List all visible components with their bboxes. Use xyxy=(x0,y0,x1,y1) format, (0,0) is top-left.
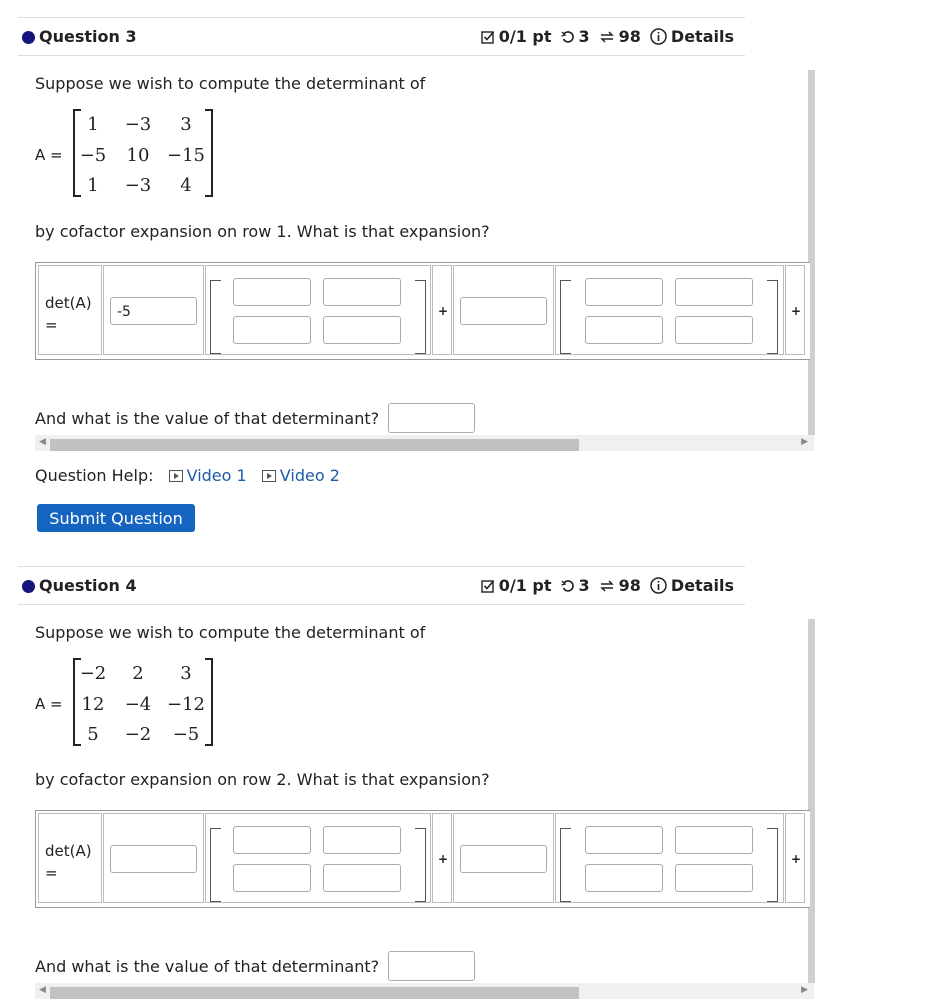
minor-1-input[interactable] xyxy=(323,316,401,344)
scrollbar-thumb[interactable] xyxy=(50,987,579,999)
matrix-cell: −3 xyxy=(124,114,152,135)
minor-left-bracket xyxy=(560,828,571,902)
status-dot-icon xyxy=(22,31,35,44)
matrix-cell: −12 xyxy=(167,694,205,715)
submit-question-button[interactable]: Submit Question xyxy=(37,504,195,532)
matrix-cell: 12 xyxy=(81,694,105,715)
question-title: Question 3 xyxy=(39,27,137,46)
scroll-right-icon[interactable]: ▶ xyxy=(801,437,808,447)
value-prompt: And what is the value of that determinant? xyxy=(35,409,380,428)
divider xyxy=(18,55,745,56)
retries-count: 3 xyxy=(578,576,590,595)
question-title: Question 4 xyxy=(39,576,137,595)
det-label: det(A) xyxy=(45,842,92,860)
question-intro: Suppose we wish to compute the determinant of xyxy=(35,623,426,642)
plus-cell xyxy=(785,813,805,903)
plus-cell xyxy=(785,265,805,355)
matrix-cell: 5 xyxy=(87,724,99,745)
minor-2-input[interactable] xyxy=(585,316,663,344)
expansion-table xyxy=(35,262,810,360)
det-label-cell xyxy=(38,265,102,355)
coefficient-cell xyxy=(103,265,204,355)
coefficient-cell xyxy=(453,265,554,355)
score-check-icon xyxy=(481,30,495,44)
retry-icon xyxy=(561,30,575,44)
plus-sign: + xyxy=(438,852,449,866)
coefficient-cell xyxy=(453,813,554,903)
matrix-right-bracket xyxy=(205,109,213,197)
scrollbar-thumb[interactable] xyxy=(50,439,579,451)
video-icon xyxy=(262,470,276,482)
details-link[interactable]: Details xyxy=(670,27,734,46)
minor-2-input[interactable] xyxy=(675,278,753,306)
video-1-link[interactable]: Video 1 xyxy=(186,466,247,485)
points-text: 0/1 pt xyxy=(498,27,552,46)
horizontal-scrollbar[interactable] xyxy=(35,435,814,451)
minor-left-bracket xyxy=(210,280,221,354)
determinant-value-input[interactable] xyxy=(388,403,475,433)
plus-sign: + xyxy=(438,304,449,318)
minor-2-input[interactable] xyxy=(675,316,753,344)
question-meta xyxy=(481,27,734,46)
matrix-cell: −4 xyxy=(124,694,152,715)
question-instruction: by cofactor expansion on row 1. What is that expansion? xyxy=(35,222,490,241)
det-label: det(A) xyxy=(45,294,92,312)
minor-1-input[interactable] xyxy=(233,826,311,854)
matrix-cell: −5 xyxy=(172,724,200,745)
matrix-cell: −2 xyxy=(79,663,107,684)
minor-left-bracket xyxy=(560,280,571,354)
coefficient-cell xyxy=(103,813,204,903)
minor-left-bracket xyxy=(210,828,221,902)
matrix-right-bracket xyxy=(205,658,213,746)
minor-1-input[interactable] xyxy=(233,278,311,306)
matrix-a xyxy=(35,657,235,747)
minor-1-input[interactable] xyxy=(323,864,401,892)
info-icon[interactable] xyxy=(650,28,667,45)
question-intro: Suppose we wish to compute the determinant of xyxy=(35,74,426,93)
video-2-link[interactable]: Video 2 xyxy=(279,466,340,485)
expansion-table xyxy=(35,810,810,908)
minor-2-input[interactable] xyxy=(675,864,753,892)
details-link[interactable]: Details xyxy=(670,576,734,595)
minor-2-input[interactable] xyxy=(585,864,663,892)
minor-2-input[interactable] xyxy=(585,278,663,306)
side-scroll-track xyxy=(808,70,815,435)
horizontal-scrollbar[interactable] xyxy=(35,983,814,999)
scroll-left-icon[interactable]: ◀ xyxy=(39,985,46,995)
minor-1-input[interactable] xyxy=(323,278,401,306)
attempts-count: 98 xyxy=(618,27,641,46)
info-icon[interactable] xyxy=(650,577,667,594)
coefficient-1-input[interactable] xyxy=(110,845,197,873)
minor-matrix-cell xyxy=(205,813,431,903)
matrix-cell: 3 xyxy=(180,663,192,684)
matrix-cell: 1 xyxy=(87,175,99,196)
matrix-cell: −2 xyxy=(124,724,152,745)
det-equals: = xyxy=(45,316,58,334)
minor-matrix-cell xyxy=(555,813,784,903)
matrix-a xyxy=(35,108,235,198)
status-dot-icon xyxy=(22,580,35,593)
video-icon xyxy=(169,470,183,482)
side-scroll-track xyxy=(808,619,815,983)
scroll-left-icon[interactable]: ◀ xyxy=(39,437,46,447)
minor-right-bracket xyxy=(415,828,426,902)
minor-1-input[interactable] xyxy=(323,826,401,854)
determinant-value-input[interactable] xyxy=(388,951,475,981)
matrix-label: A = xyxy=(35,695,63,713)
score-check-icon xyxy=(481,579,495,593)
divider xyxy=(18,566,745,567)
plus-sign: + xyxy=(791,304,802,318)
minor-2-input[interactable] xyxy=(675,826,753,854)
matrix-cell: 4 xyxy=(180,175,192,196)
minor-right-bracket xyxy=(767,280,778,354)
minor-1-input[interactable] xyxy=(233,316,311,344)
plus-cell xyxy=(432,813,452,903)
divider xyxy=(18,17,745,18)
matrix-cell: 10 xyxy=(126,145,150,166)
question-meta xyxy=(481,576,734,595)
value-prompt: And what is the value of that determinant? xyxy=(35,957,380,976)
question-instruction: by cofactor expansion on row 2. What is that expansion? xyxy=(35,770,490,789)
coefficient-2-input[interactable] xyxy=(460,297,547,325)
retries-count: 3 xyxy=(578,27,590,46)
matrix-cell: 3 xyxy=(180,114,192,135)
matrix-cell: 1 xyxy=(87,114,99,135)
matrix-cell: −3 xyxy=(124,175,152,196)
help-label: Question Help: xyxy=(35,466,154,485)
minor-1-input[interactable] xyxy=(233,864,311,892)
coefficient-1-input[interactable]: -5 xyxy=(110,297,197,325)
minor-2-input[interactable] xyxy=(585,826,663,854)
attempts-icon xyxy=(599,30,615,44)
scroll-right-icon[interactable]: ▶ xyxy=(801,985,808,995)
question-3-header xyxy=(20,27,740,49)
points-text: 0/1 pt xyxy=(498,576,552,595)
matrix-cell: 2 xyxy=(132,663,144,684)
minor-matrix-cell xyxy=(205,265,431,355)
matrix-label: A = xyxy=(35,146,63,164)
matrix-cell: −15 xyxy=(167,145,205,166)
attempts-icon xyxy=(599,579,615,593)
retry-icon xyxy=(561,579,575,593)
matrix-cell: −5 xyxy=(79,145,107,166)
divider xyxy=(18,604,745,605)
coefficient-2-input[interactable] xyxy=(460,845,547,873)
minor-right-bracket xyxy=(415,280,426,354)
plus-cell xyxy=(432,265,452,355)
det-label-cell xyxy=(38,813,102,903)
question-help xyxy=(35,466,340,485)
minor-right-bracket xyxy=(767,828,778,902)
attempts-count: 98 xyxy=(618,576,641,595)
plus-sign: + xyxy=(791,852,802,866)
minor-matrix-cell xyxy=(555,265,784,355)
question-4-header xyxy=(20,576,740,598)
det-equals: = xyxy=(45,864,58,882)
